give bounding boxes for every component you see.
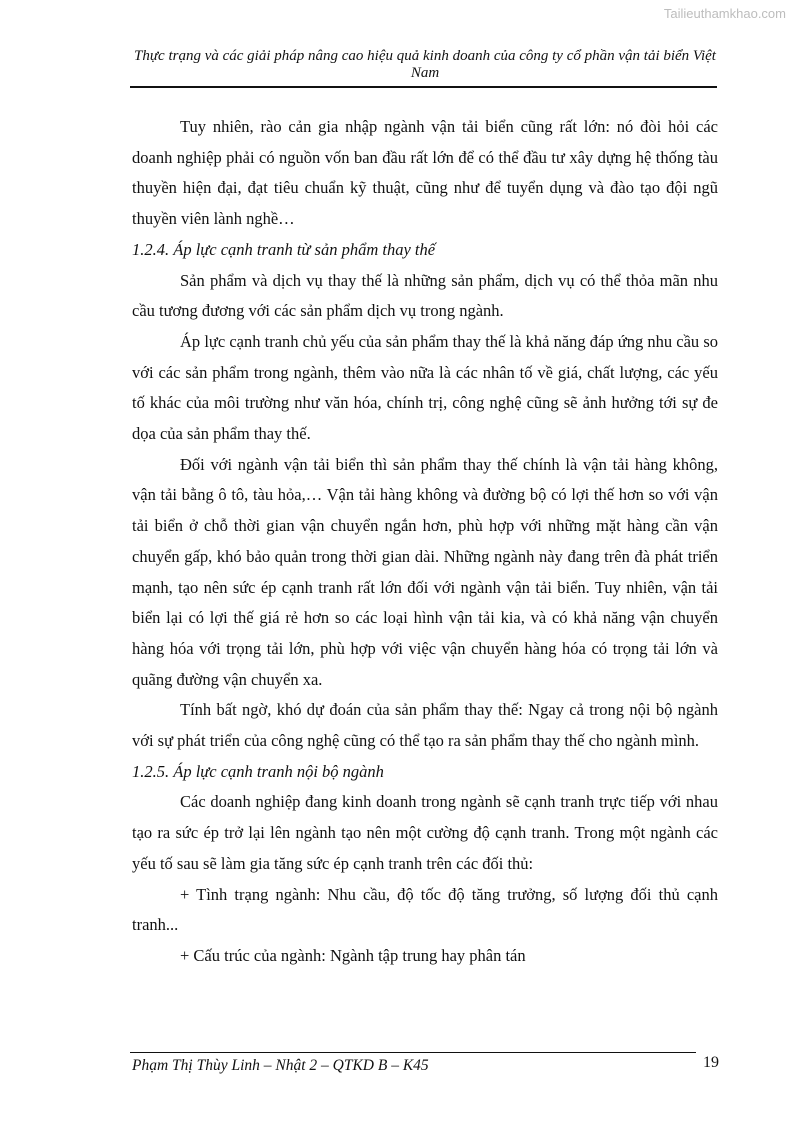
list-item-industry-status: + Tình trạng ngành: Nhu cầu, độ tốc độ tăng trưởng, số lượng đối thủ cạnh tranh...	[132, 884, 718, 935]
page-number: 19	[703, 1054, 719, 1071]
section-heading-1-2-4: 1.2.4. Áp lực cạnh tranh từ sản phẩm thay thế	[132, 239, 436, 259]
paragraph-internal-competition: Các doanh nghiệp đang kinh doanh trong ngành sẽ cạnh tranh trực tiếp với nhau tạo ra sức ép trở lại lên ngành tạo nên một cường độ cạnh tranh. Trong một ngành các yếu tố sau sẽ làm gia tăng sức ép cạnh tranh trên các đối thủ:	[132, 792, 718, 873]
watermark-text: Tailieuthamkhao.com	[663, 6, 786, 21]
footer-author: Phạm Thị Thùy Linh – Nhật 2 – QTKD B – K45	[132, 1057, 429, 1074]
page-body	[132, 112, 718, 972]
running-header: Thực trạng và các giải pháp nâng cao hiệu quả kinh doanh của công ty cổ phần vận tải biển Việt Nam	[134, 48, 716, 81]
paragraph-entry-barriers: Tuy nhiên, rào cản gia nhập ngành vận tải biển cũng rất lớn: nó đòi hỏi các doanh nghiệp phải có nguồn vốn ban đầu rất lớn để có thể đầu tư xây dựng hệ thống tàu thuyền hiện đại, đạt tiêu chuẩn kỹ thuật, cũng như để tuyển dụng và đào tạo đội ngũ thuyền viên lành nghề…	[132, 117, 718, 229]
paragraph-substitute-pressure: Áp lực cạnh tranh chủ yếu của sản phẩm thay thế là khả năng đáp ứng nhu cầu so với các sản phẩm trong ngành, thêm vào nữa là các nhân tố về giá, chất lượng, các yếu tố khác của môi trường như văn hóa, chính trị, công nghệ cũng sẽ ảnh hưởng tới sự đe dọa của sản phẩm thay thế.	[132, 331, 718, 444]
header-divider	[130, 86, 717, 88]
section-heading-1-2-5: 1.2.5. Áp lực cạnh tranh nội bộ ngành	[132, 761, 384, 781]
paragraph-sea-transport-substitutes: Đối với ngành vận tải biển thì sản phẩm thay thế chính là vận tải hàng không, vận tải bằng ô tô, tàu hỏa,… Vận tải hàng không và đường bộ có lợi thế hơn so với vận tải biển ở chỗ thời gian vận chuyển ngắn hơn, phù hợp với những mặt hàng cần vận chuyển gấp, khó bảo quản trong thời gian dài. Những ngành này đang trên đà phát triển mạnh, tạo nên sức ép cạnh tranh rất lớn đối với ngành vận tải biển. Tuy nhiên, vận tải biển lại có lợi thế giá rẻ hơn so các loại hình vận tải kia, và có khả năng vận chuyển hàng hóa với trọng tải lớn, phù hợp với việc vận chuyển hàng hóa có trọng tải lớn và quãng đường vận chuyển xa.	[132, 454, 718, 689]
list-item-industry-structure: + Cấu trúc của ngành: Ngành tập trung hay phân tán	[180, 945, 526, 965]
paragraph-substitute-definition: Sản phẩm và dịch vụ thay thế là những sản phẩm, dịch vụ có thể thỏa mãn nhu cầu tương đương với các sản phẩm dịch vụ trong ngành.	[132, 270, 718, 321]
footer-divider	[130, 1052, 696, 1053]
paragraph-unpredictability: Tính bất ngờ, khó dự đoán của sản phẩm thay thế: Ngay cả trong nội bộ ngành với sự phát triển của công nghệ cũng có thể tạo ra sản phẩm thay thế cho ngành mình.	[132, 700, 718, 751]
